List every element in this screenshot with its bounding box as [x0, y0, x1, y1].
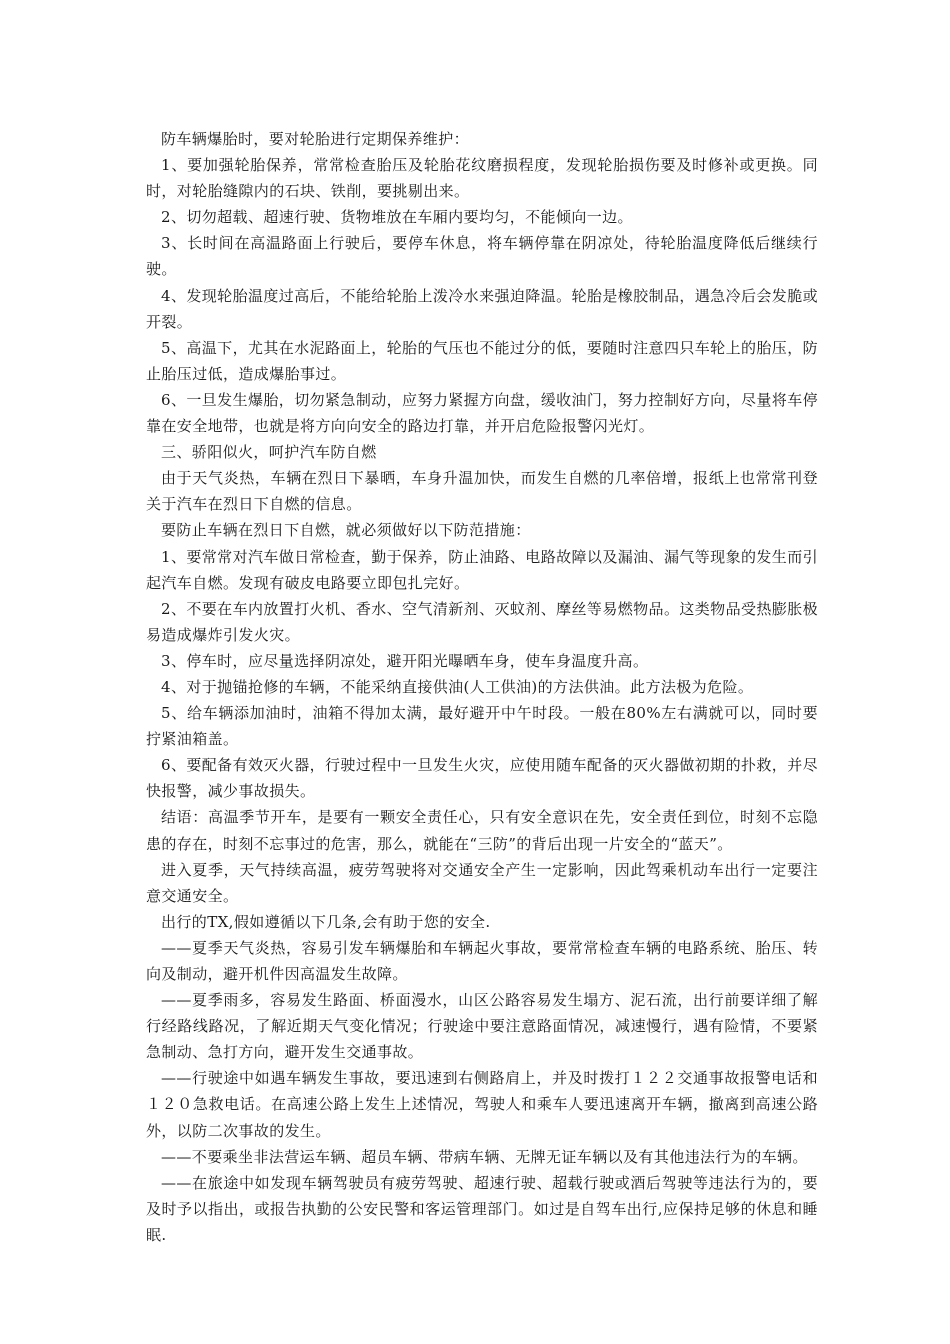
paragraph: 进入夏季，天气持续高温，疲劳驾驶将对交通安全产生一定影响，因此驾乘机动车出行一定要注意交通安全。 [146, 860, 818, 905]
paragraph: 4、发现轮胎温度过高后，不能给轮胎上泼冷水来强迫降温。轮胎是橡胶制品，遇急冷后会发脆或开裂。 [146, 286, 818, 331]
paragraph: 2、切勿超载、超速行驶、货物堆放在车厢内要均匀，不能倾向一边。 [161, 208, 633, 227]
paragraph: ——夏季天气炎热，容易引发车辆爆胎和车辆起火事故，要常常检查车辆的电路系统、胎压、转向及制动，避开机件因高温发生故障。 [146, 938, 818, 983]
paragraph: 2、不要在车内放置打火机、香水、空气清新剂、灭蚊剂、摩丝等易燃物品。这类物品受热膨胀极易造成爆炸引发火灾。 [146, 599, 818, 644]
paragraph: 3、停车时，应尽量选择阴凉处，避开阳光曝晒车身，使车身温度升高。 [161, 651, 649, 670]
paragraph: ——不要乘坐非法营运车辆、超员车辆、带病车辆、无牌无证车辆以及有其他违法行为的车辆。 [161, 1147, 808, 1166]
paragraph: 5、给车辆添加油时，油箱不得加太满，最好避开中午时段。一般在80%左右满就可以，同时要拧紧油箱盖。 [146, 704, 818, 749]
document-body [146, 126, 818, 1248]
paragraph: 3、长时间在高温路面上行驶后，要停车休息，将车辆停靠在阴凉处，待轮胎温度降低后继续行驶。 [146, 234, 818, 279]
paragraph: 1、要加强轮胎保养，常常检查胎压及轮胎花纹磨损程度，发现轮胎损伤要及时修补或更换。同时，对轮胎缝隙内的石块、铁削，要挑剔出来。 [146, 156, 818, 201]
paragraph: 结语：高温季节开车，是要有一颗安全责任心，只有安全意识在先，安全责任到位，时刻不忘隐患的存在，时刻不忘事过的危害，那么，就能在“三防”的背后出现一片安全的“蓝天”。 [146, 808, 818, 853]
paragraph: 6、要配备有效灭火器，行驶过程中一旦发生火灾，应使用随车配备的灭火器做初期的扑救，并尽快报警，减少事故损失。 [146, 756, 818, 801]
section-heading: 三、骄阳似火，呵护汽车防自燃 [161, 443, 377, 462]
paragraph: ——在旅途中如发现车辆驾驶员有疲劳驾驶、超速行驶、超载行驶或酒后驾驶等违法行为的，要及时予以指出，或报告执勤的公安民警和客运管理部门。如过是自驾车出行,应保持足够的休息和睡眠. [146, 1173, 818, 1244]
paragraph: 防车辆爆胎时，要对轮胎进行定期保养维护： [161, 130, 470, 148]
paragraph: 由于天气炎热，车辆在烈日下暴晒，车身升温加快，而发生自燃的几率倍增，报纸上也常常刊登关于汽车在烈日下自燃的信息。 [146, 469, 818, 514]
paragraph: 6、一旦发生爆胎，切勿紧急制动，应努力紧握方向盘，缓收油门，努力控制好方向，尽量将车停靠在安全地带，也就是将方向向安全的路边打靠，并开启危险报警闪光灯。 [146, 390, 818, 436]
paragraph: 要防止车辆在烈日下自燃，就必须做好以下防范措施： [161, 521, 531, 540]
paragraph: 5、高温下，尤其在水泥路面上，轮胎的气压也不能过分的低，要随时注意四只车轮上的胎压，防止胎压过低，造成爆胎事过。 [146, 338, 818, 383]
paragraph: 4、对于抛锚抢修的车辆，不能采纳直接供油(人工供油)的方法供油。此方法极为危险。 [161, 677, 754, 696]
paragraph: ——行驶途中如遇车辆发生事故，要迅速到右侧路肩上，并及时拨打１２２交通事故报警电话和１２０急救电话。在高速公路上发生上述情况，驾驶人和乘车人要迅速离开车辆，撤离到高速公路外，以防二次事故的发生。 [146, 1069, 818, 1140]
paragraph: 出行的TX,假如遵循以下几条,会有助于您的安全. [161, 912, 491, 931]
paragraph: ——夏季雨多，容易发生路面、桥面漫水，山区公路容易发生塌方、泥石流，出行前要详细了解行经路线路况，了解近期天气变化情况；行驶途中要注意路面情况，减速慢行，遇有险情，不要紧急制动、急打方向，避开发生交通事故。 [146, 991, 818, 1062]
paragraph: 1、要常常对汽车做日常检查，勤于保养，防止油路、电路故障以及漏油、漏气等现象的发生而引起汽车自燃。发现有破皮电路要立即包扎完好。 [146, 547, 818, 592]
